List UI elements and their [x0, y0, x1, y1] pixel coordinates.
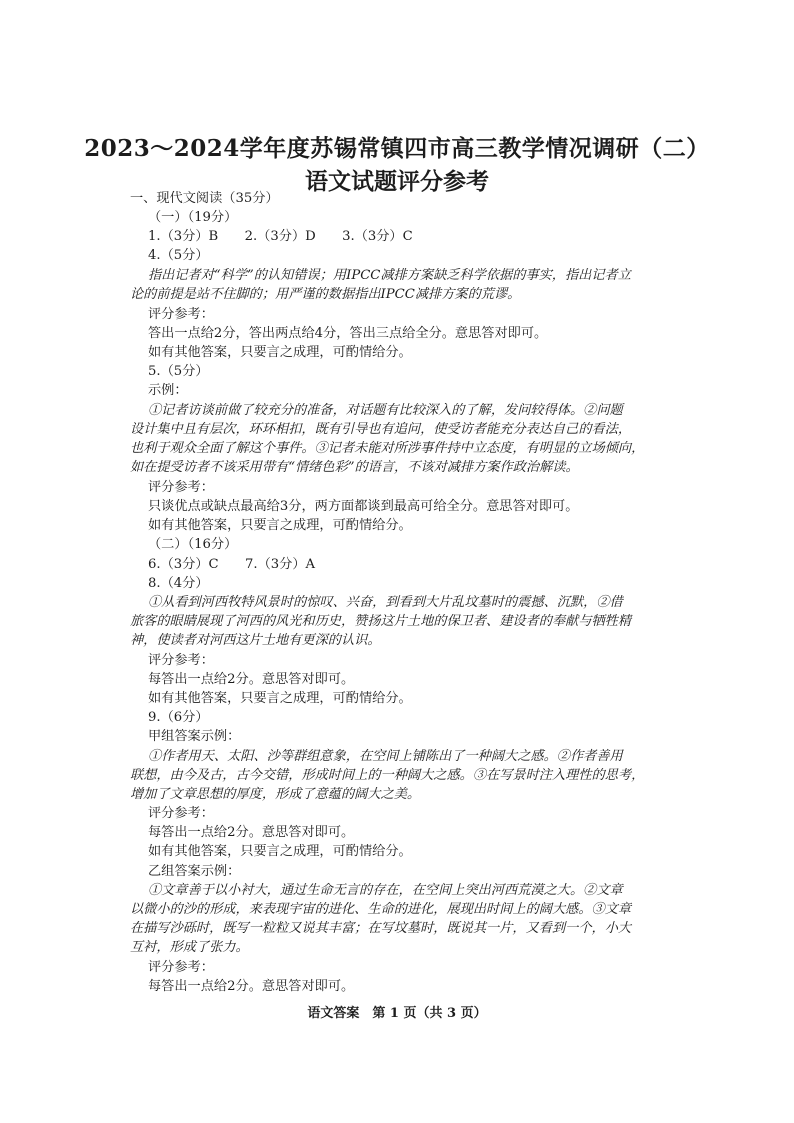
- answer-line: ①文章善于以小衬大，通过生命无言的存在，在空间上突出河西荒漠之大。②文章: [148, 883, 623, 898]
- scoring-line: 每答出一点给2分。意思答对即可。: [148, 672, 355, 687]
- answer-line: ①记者访谈前做了较充分的准备，对话题有比较深入的了解，发问较得体。②问题: [148, 403, 623, 418]
- question-heading: 8.（4分）: [148, 576, 209, 591]
- scoring-label: 评分参考：: [148, 480, 214, 495]
- scoring-line: 如有其他答案，只要言之成理，可酌情给分。: [148, 345, 412, 360]
- answer-line: 论的前提是站不住脚的；用严谨的数据指出IPCC减排方案的荒谬。: [130, 287, 521, 302]
- document-title: 2023～2024学年度苏锡常镇四市高三教学情况调研（二）: [84, 135, 710, 162]
- section-heading-modern-reading: 一、现代文阅读（35分）: [130, 191, 279, 206]
- answer-line: 神，使读者对河西这片土地有更深的认识。: [130, 633, 381, 648]
- answer-line: 在描写沙砾时，既写一粒粒又说其丰富；在写坟墓时，既说其一片，又看到一个，小大: [130, 921, 632, 936]
- answer-line: 以微小的沙的形成，来表现宇宙的进化、生命的进化，展现出时间上的阔大感。③文章: [130, 902, 632, 917]
- example-label: 甲组答案示例：: [148, 729, 241, 744]
- question-heading: 9.（6分）: [148, 710, 209, 725]
- answer-line: ①作者用天、太阳、沙等群组意象，在空间上铺陈出了一种阔大之感。②作者善用: [148, 749, 623, 764]
- answer-line: 联想，由今及古，古今交错，形成时间上的一种阔大之感。③在写景时注入理性的思考，: [130, 768, 645, 783]
- scoring-label: 评分参考：: [148, 960, 214, 975]
- scoring-line: 如有其他答案，只要言之成理，可酌情给分。: [148, 518, 412, 533]
- answer-line: 设计集中且有层次，环环相扣，既有引导也有追问，使受访者能充分表达自己的看法，: [130, 422, 632, 437]
- answer-line: 1.（3分）B 2.（3分）D 3.（3分）C: [148, 229, 413, 244]
- answer-line: 如在提受访者不该采用带有“情绪色彩”的语言，不该对减排方案作政治解读。: [130, 460, 579, 475]
- subsection-heading-1: （一）（19分）: [148, 210, 238, 225]
- scoring-line: 每答出一点给2分。意思答对即可。: [148, 979, 355, 994]
- subsection-heading-2: （二）（16分）: [148, 537, 238, 552]
- answer-line: 增加了文章思想的厚度，形成了意蕴的阔大之美。: [130, 787, 421, 802]
- example-label: 乙组答案示例：: [148, 864, 241, 879]
- answer-line: 指出记者对“科学”的认知错误；用IPCC减排方案缺乏科学依据的事实，指出记者立: [148, 268, 631, 283]
- document-subtitle: 语文试题评分参考: [305, 168, 489, 195]
- question-heading: 5.（5分）: [148, 364, 209, 379]
- answer-line: 也利于观众全面了解这个事件。③记者未能对所涉事件持中立态度，有明显的立场倾向，: [130, 441, 645, 456]
- example-label: 示例：: [148, 383, 188, 398]
- scoring-line: 每答出一点给2分。意思答对即可。: [148, 825, 355, 840]
- scoring-label: 评分参考：: [148, 653, 214, 668]
- scoring-line: 答出一点给2分，答出两点给4分，答出三点给全分。意思答对即可。: [148, 326, 548, 341]
- answer-line: ①从看到河西牧特风景时的惊叹、兴奋，到看到大片乱坟墓时的震撼、沉默，②借: [148, 595, 623, 610]
- scoring-line: 如有其他答案，只要言之成理，可酌情给分。: [148, 844, 412, 859]
- scoring-label: 评分参考：: [148, 806, 214, 821]
- scoring-line: 如有其他答案，只要言之成理，可酌情给分。: [148, 691, 412, 706]
- page-footer: 语文答案 第 1 页（共 3 页）: [307, 1006, 487, 1021]
- scoring-line: 只谈优点或缺点最高给3分，两方面都谈到最高可给全分。意思答对即可。: [148, 499, 579, 514]
- answer-line: 旅客的眼睛展现了河西的风光和历史，赞扬这片土地的保卫者、建设者的奉献与牺牲精: [130, 614, 632, 629]
- question-heading: 4.（5分）: [148, 248, 209, 263]
- scoring-label: 评分参考：: [148, 307, 214, 322]
- answer-line: 互衬，形成了张力。: [130, 940, 249, 955]
- answer-line: 6.（3分）C 7.（3分）A: [148, 557, 316, 572]
